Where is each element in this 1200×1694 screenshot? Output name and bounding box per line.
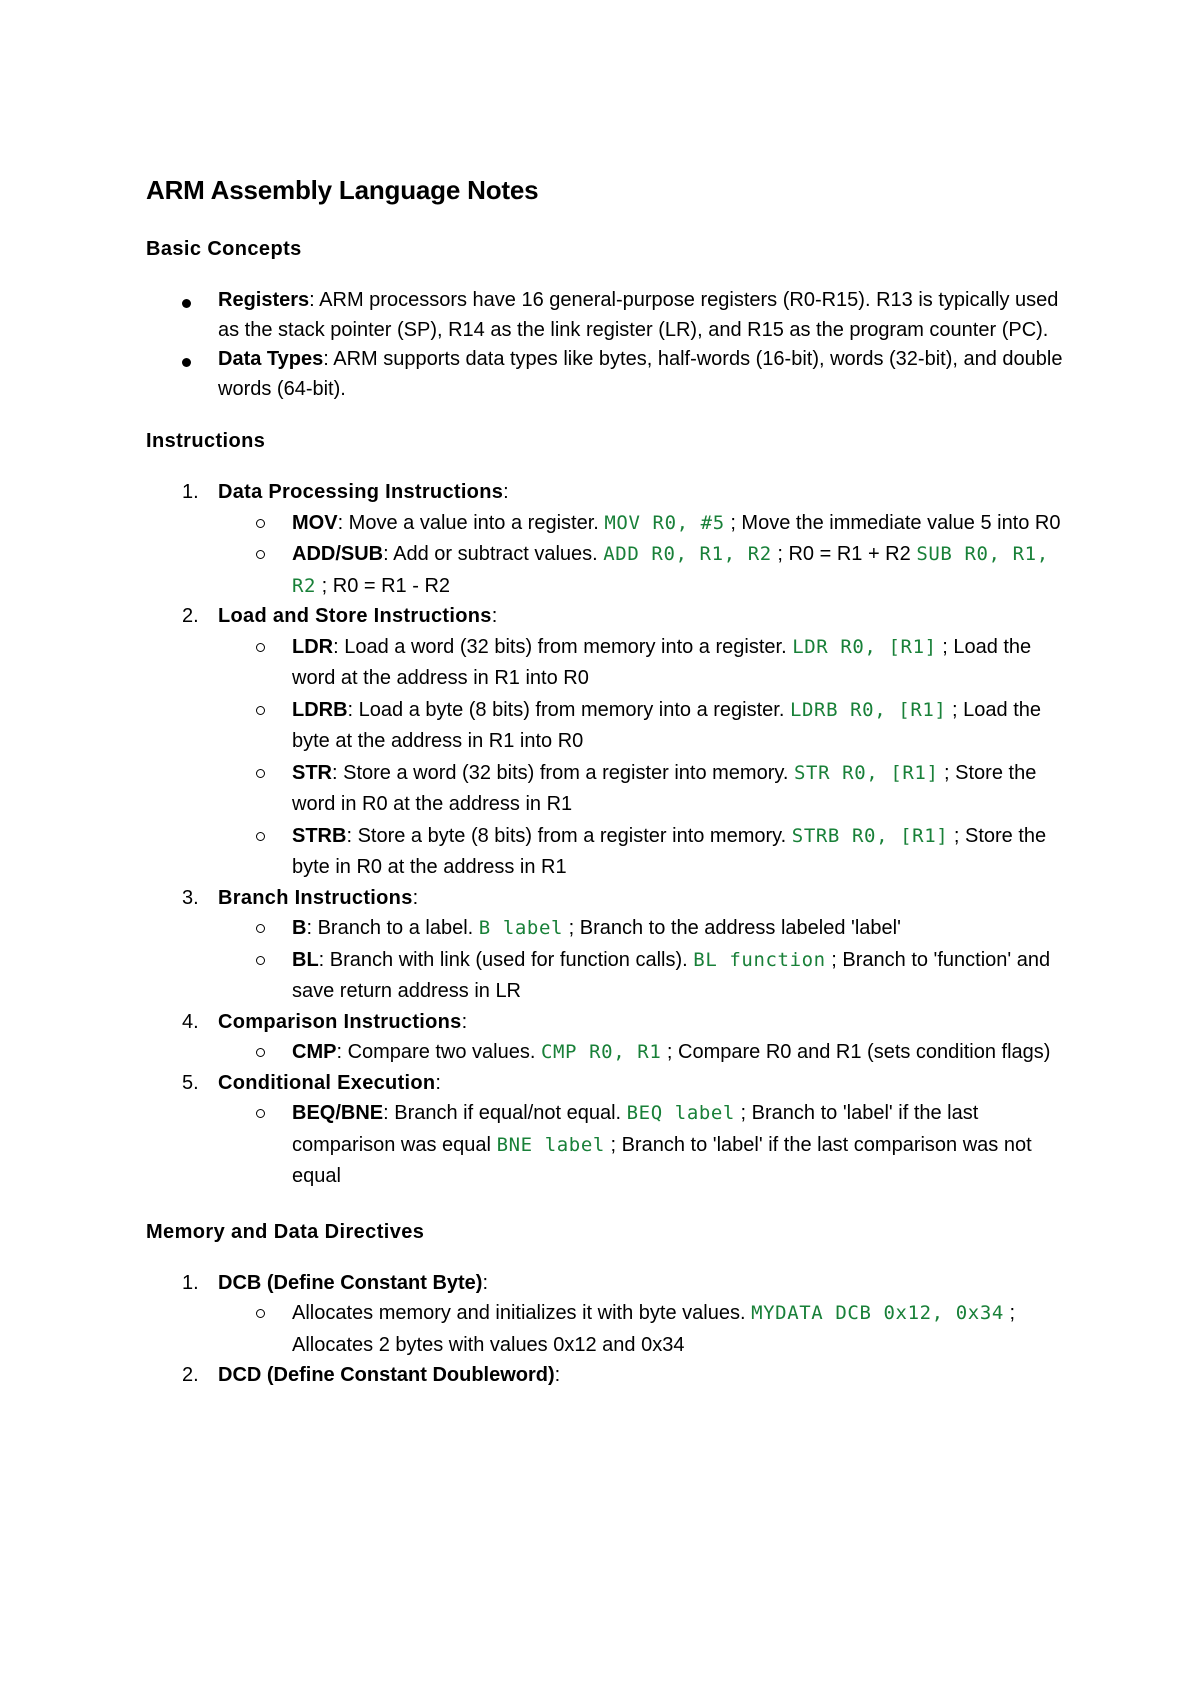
list-number: 2. — [182, 1364, 199, 1386]
term: B — [292, 917, 307, 939]
code-snippet: B label — [478, 917, 564, 939]
colon: : — [435, 1071, 441, 1094]
list-number: 4. — [182, 1010, 199, 1033]
comment: ; Load the word at the address in R1 into R0 — [292, 635, 1032, 689]
term: BL — [292, 948, 319, 971]
list-item — [146, 632, 1076, 695]
list-number: 3. — [182, 886, 199, 909]
term: STR — [292, 761, 332, 784]
term: Data Types — [218, 348, 324, 370]
code-snippet: CMP R0, R1 — [540, 1041, 662, 1063]
circle-bullet-icon — [256, 643, 265, 652]
list-item — [146, 345, 1076, 404]
sub-list — [218, 508, 1076, 603]
directive-group — [146, 1269, 1076, 1362]
list-item — [146, 286, 1076, 345]
circle-bullet-icon — [256, 519, 265, 528]
list-item — [146, 1098, 1076, 1193]
group-label: Data Processing Instructions — [218, 481, 504, 503]
list-item — [146, 1037, 1076, 1069]
list-number: 1. — [182, 481, 199, 503]
list-item — [146, 945, 1076, 1008]
comment: ; R0 = R1 - R2 — [316, 574, 451, 597]
comment: ; Store the byte in R0 at the address in R1 — [292, 824, 1047, 878]
memory-directives-list — [146, 1269, 1076, 1391]
instruction-group — [146, 478, 1076, 602]
circle-bullet-icon — [256, 1048, 265, 1057]
bullet-icon — [182, 299, 191, 308]
circle-bullet-icon — [256, 924, 265, 933]
comment: ; Load the byte at the address in R1 into R0 — [292, 698, 1041, 752]
description: : Branch with link (used for function calls). — [318, 948, 694, 971]
group-label: Branch Instructions — [218, 886, 413, 909]
group-label: Conditional Execution — [218, 1071, 436, 1094]
circle-bullet-icon — [256, 550, 265, 559]
group-label: DCB (Define Constant Byte) — [218, 1271, 483, 1294]
list-item — [146, 539, 1076, 602]
description: : Branch to a label. — [306, 917, 479, 939]
description: : Store a byte (8 bits) from a register into memory. — [346, 824, 792, 847]
colon: : — [482, 1271, 489, 1294]
list-item — [146, 758, 1076, 821]
colon: : — [491, 605, 498, 627]
colon: : — [461, 1010, 468, 1033]
document-title: ARM Assembly Language Notes — [146, 175, 539, 205]
circle-bullet-icon — [256, 832, 265, 841]
code-snippet: MOV R0, #5 — [604, 511, 725, 534]
description: : ARM supports data types like bytes, half-words (16-bit), words (32-bit), and double words (64-bit). — [218, 348, 1063, 400]
directive-group — [146, 1361, 1076, 1391]
code-snippet: BNE label — [496, 1133, 605, 1156]
circle-bullet-icon — [256, 1309, 265, 1318]
list-item — [146, 913, 1076, 945]
section-heading-basic-concepts: Basic Concepts — [146, 238, 302, 260]
code-snippet: ADD R0, R1, R2 — [603, 543, 772, 565]
colon: : — [503, 481, 509, 503]
document-page — [146, 170, 1076, 1391]
description: : ARM processors have 16 general-purpose registers (R0-R15). R13 is typically used as the stack pointer (SP), R14 as the link register (LR), and R15 as the program counter (PC). — [218, 289, 1059, 341]
instructions-list — [146, 478, 1076, 1193]
comment: ; Compare R0 and R1 (sets condition flags) — [661, 1041, 1051, 1063]
comment: ; Branch to 'label' if the last comparison was not equal — [292, 1133, 1032, 1187]
comment: ; Branch to 'label' if the last comparison was equal — [292, 1102, 979, 1156]
comment: ; Store the word in R0 at the address in R1 — [292, 761, 1037, 815]
code-snippet: MYDATA DCB 0x12, 0x34 — [751, 1302, 1004, 1324]
list-number: 2. — [182, 605, 199, 627]
description: Allocates memory and initializes it with byte values. — [292, 1302, 752, 1324]
description: : Branch if equal/not equal. — [383, 1102, 627, 1124]
term: Registers — [218, 289, 310, 311]
code-snippet: STR R0, [R1] — [794, 761, 939, 784]
circle-bullet-icon — [256, 706, 265, 715]
comment: ; Branch to 'function' and save return address in LR — [292, 948, 1051, 1002]
bullet-icon — [182, 358, 191, 367]
code-snippet: LDR R0, [R1] — [792, 635, 937, 658]
term: LDR — [292, 635, 334, 658]
code-snippet: STRB R0, [R1] — [791, 824, 949, 847]
comment: ; R0 = R1 + R2 — [771, 543, 917, 565]
basic-concepts-list — [146, 286, 1076, 404]
sub-list — [218, 632, 1076, 884]
description: : Store a word (32 bits) from a register into memory. — [332, 761, 795, 784]
list-item — [146, 1298, 1076, 1361]
list-number: 1. — [182, 1271, 199, 1294]
group-label: Load and Store Instructions — [218, 605, 492, 627]
comment: ; Branch to the address labeled 'label' — [563, 917, 901, 939]
code-snippet: BEQ label — [626, 1102, 735, 1124]
sub-list — [218, 1298, 1076, 1361]
description: : Move a value into a register. — [337, 511, 605, 534]
term: STRB — [292, 824, 347, 847]
group-label: Comparison Instructions — [218, 1010, 462, 1033]
sub-list — [218, 1098, 1076, 1193]
term: ADD/SUB — [292, 543, 384, 565]
term: LDRB — [292, 698, 348, 721]
term: CMP — [292, 1041, 337, 1063]
term: MOV — [292, 511, 338, 534]
list-number: 5. — [182, 1071, 199, 1094]
sub-list — [218, 1037, 1076, 1069]
list-item — [146, 508, 1076, 540]
circle-bullet-icon — [256, 956, 265, 965]
comment: ; Allocates 2 bytes with values 0x12 and 0x34 — [292, 1302, 1016, 1356]
term: BEQ/BNE — [292, 1102, 384, 1124]
code-snippet: LDRB R0, [R1] — [789, 698, 947, 721]
circle-bullet-icon — [256, 1109, 265, 1118]
description: : Add or subtract values. — [383, 543, 604, 565]
list-item — [146, 695, 1076, 758]
group-label: DCD (Define Constant Doubleword) — [218, 1364, 555, 1386]
code-snippet: BL function — [693, 948, 826, 971]
colon: : — [412, 886, 419, 909]
description: : Load a byte (8 bits) from memory into a register. — [347, 698, 790, 721]
section-heading-memory-directives: Memory and Data Directives — [146, 1220, 425, 1243]
instruction-group — [146, 1008, 1076, 1069]
comment: ; Move the immediate value 5 into R0 — [724, 511, 1061, 534]
code-snippet: SUB R0, R1, R2 — [292, 543, 1049, 597]
sub-list — [218, 913, 1076, 1008]
instruction-group — [146, 884, 1076, 1008]
list-item — [146, 821, 1076, 884]
description: : Load a word (32 bits) from memory into a register. — [333, 635, 793, 658]
colon: : — [554, 1364, 561, 1386]
instruction-group — [146, 602, 1076, 884]
section-heading-instructions: Instructions — [146, 430, 266, 452]
circle-bullet-icon — [256, 769, 265, 778]
instruction-group — [146, 1069, 1076, 1193]
description: : Compare two values. — [336, 1041, 541, 1063]
